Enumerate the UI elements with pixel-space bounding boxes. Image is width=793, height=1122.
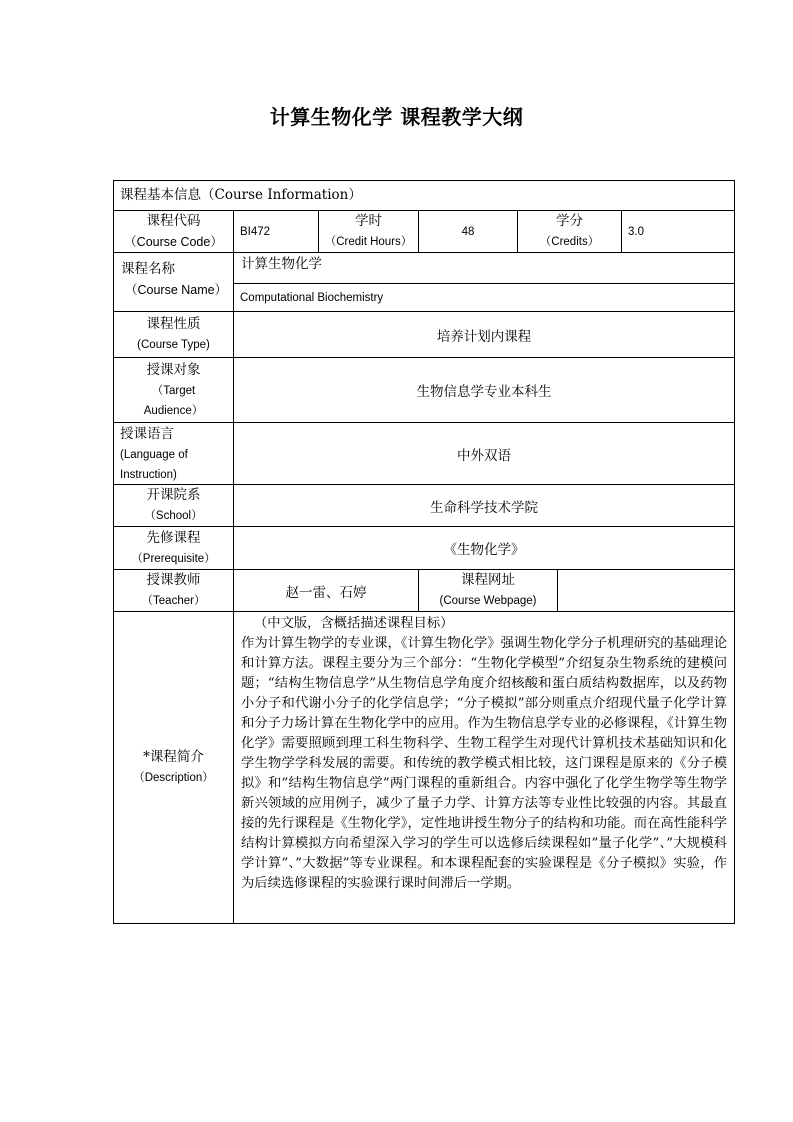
webpage-label-cn: 课程网址: [461, 572, 515, 588]
language-label-en-2: Instruction): [120, 469, 177, 481]
course-code-value-cell: [233, 210, 319, 253]
course-name-cn-cell: [233, 252, 735, 284]
prerequisite-value-cell: [233, 526, 735, 570]
language-value: 中外双语: [457, 447, 511, 464]
school-value: 生命科学技术学院: [430, 499, 538, 516]
target-audience-label-cell: [113, 357, 234, 423]
teacher-label-cn: 授课教师: [146, 572, 201, 588]
course-name-value-cn: 计算生物化学: [241, 256, 322, 272]
course-type-label-en: (Course Type): [137, 339, 210, 351]
description-label-en: （Description）: [133, 772, 214, 784]
credit-hours-label-en: （Credit Hours）: [324, 236, 413, 248]
teacher-label-cell: [113, 569, 234, 612]
course-code-label-en: （Course Code）: [124, 235, 223, 249]
description-body: 作为计算生物学的专业课，《计算生物化学》强调生物化学分子机理研究的基础理论和计算方法。课程主要分为三个部分：“生物化学模型”介绍复杂生物系统的建模问题；“结构生物信息学”从生物信息学角度介绍核酸和蛋白质结构数据库，以及药物小分子和代谢小分子的化学信息学；“分子模拟”部分则重点介绍现代量子化学计算和分子力场计算在生物化学中的应用。作为生物信息学专业的必修课程，《计算生物化学》需要照顾到理工科生物科学、生物工程学生对现代计算机技术基础知识和化学生物学学科发展的需要。和传统的教学模式相比较，这门课程是原来的《分子模拟》和”结构生物信息学”两门课程的重新组合。内容中强化了化学生物学等生物学新兴领域的应用例子，减少了量子力学、计算方法等专业性比较强的内容。其最直接的先行课程是《生物化学》，定性地讲授生物分子的结构和功能。而在高性能科学结构计算模拟方向希望深入学习的学生可以选修后续课程如”量子化学”、”大规模科学计算”、”大数据”等专业课程。和本课程配套的实验课程是《分子模拟》实验，作为后续选修课程的实验课行课时间滞后一学期。: [241, 636, 727, 891]
prerequisite-value: 《生物化学》: [443, 542, 525, 558]
description-value-cell: [233, 611, 735, 924]
target-audience-value-cell: [233, 357, 735, 423]
teacher-label-en: （Teacher）: [141, 595, 206, 607]
language-label-cell: [113, 422, 234, 485]
target-audience-label-cn: 授课对象: [146, 361, 201, 378]
credit-hours-value-cell: [418, 210, 518, 253]
prerequisite-label-cn: 先修课程: [146, 529, 201, 546]
webpage-label-en: (Course Webpage): [439, 595, 537, 607]
description-head: （中文版，含概括描述课程目标）: [254, 616, 454, 631]
section-header-text: 课程基本信息（Course Information）: [120, 187, 362, 203]
prerequisite-label-cell: [113, 526, 234, 570]
course-type-value: 培养计划内课程: [436, 328, 532, 345]
target-audience-value: 生物信息学专业本科生: [416, 384, 552, 400]
webpage-value-cell: [557, 569, 735, 612]
course-code-label-cell: [113, 210, 234, 253]
teacher-value-cell: [233, 569, 419, 612]
course-name-en-cell: [233, 283, 735, 312]
webpage-label-cell: [418, 569, 558, 612]
description-label-cell: [113, 611, 234, 924]
teacher-value: 赵一雷、石婷: [285, 584, 367, 601]
prerequisite-label-en: （Prerequisite）: [131, 552, 216, 565]
school-value-cell: [233, 484, 735, 527]
credit-hours-label-cell: [318, 210, 419, 253]
section-header: [113, 180, 735, 211]
language-label-en-1: (Language of: [120, 449, 188, 461]
school-label-en: （School）: [144, 510, 203, 522]
credits-label-cell: [517, 210, 622, 253]
credit-hours-label-cn: 学时: [355, 213, 382, 229]
school-label-cn: 开课院系: [146, 487, 201, 503]
credits-label-en: （Credits）: [539, 236, 600, 248]
school-label-cell: [113, 484, 234, 527]
language-value-cell: [233, 422, 735, 485]
credit-hours-value: 48: [461, 225, 475, 238]
course-name-value-en: Computational Biochemistry: [240, 291, 384, 304]
credits-value: 3.0: [628, 225, 644, 238]
target-audience-label-en-2: Audience）: [143, 404, 204, 417]
course-name-label-en: （Course Name）: [125, 283, 228, 297]
document-title: 计算生物化学 课程教学大纲: [269, 105, 524, 129]
course-name-label-cell: [113, 252, 234, 312]
course-code-label-cn: 课程代码: [146, 213, 201, 229]
credits-label-cn: 学分: [556, 213, 583, 229]
course-name-label-cn: 课程名称: [121, 261, 175, 277]
course-type-label-cell: [113, 311, 234, 358]
course-type-label-cn: 课程性质: [146, 316, 201, 332]
target-audience-label-en-1: （Target: [151, 384, 196, 397]
credits-value-cell: [621, 210, 735, 253]
course-type-value-cell: [233, 311, 735, 358]
description-label-cn: *课程简介: [143, 749, 204, 765]
course-code-value: BI472: [240, 225, 271, 238]
language-label-cn: 授课语言: [120, 426, 174, 442]
